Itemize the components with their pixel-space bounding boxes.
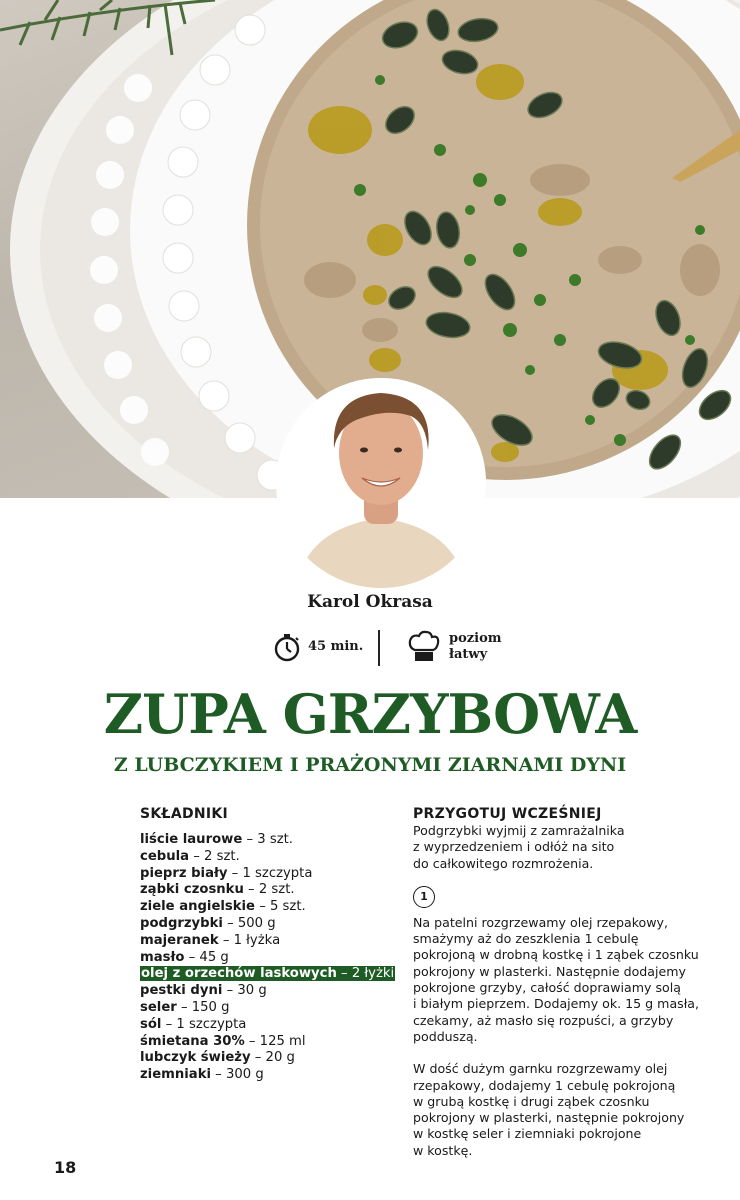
text-line: Na patelni rozgrzewamy olej rzepakowy, [413, 914, 669, 930]
ingredient-name: śmietana 30% [140, 1033, 245, 1049]
list-item [140, 849, 400, 866]
list-item [140, 1050, 400, 1067]
ingredient-qty: – 2 szt. [243, 882, 295, 898]
list-item [140, 899, 400, 916]
ingredient-name: ziemniaki [140, 1067, 211, 1083]
ingredient-qty: – 45 g [184, 949, 229, 965]
text-line: smażymy aż do zeszklenia 1 cebulę [413, 931, 639, 947]
ingredient-qty: – 300 g [210, 1067, 264, 1083]
ingredient-name: pestki dyni [140, 983, 223, 999]
text-line: w kostkę seler i ziemniaki pokrojone [413, 1126, 642, 1142]
list-item [140, 1000, 400, 1017]
recipe-subtitle: Z LUBCZYKIEM I PRAŻONYMI ZIARNAMI DYNI [113, 754, 627, 776]
difficulty-level [449, 631, 502, 663]
step1-paragraph-2 [413, 1061, 713, 1159]
text-line: W dość dużym garnku rozgrzewamy olej [413, 1061, 668, 1077]
preparation-section [413, 806, 713, 1159]
ingredient-name: lubczyk świeży [140, 1050, 251, 1066]
recipe-title: ZUPA GRZYBOWA [103, 682, 637, 746]
ingredient-qty: – 2 szt. [189, 848, 240, 864]
ingredient-name: liście laurowe [140, 832, 243, 847]
ingredient-qty: – 30 g [222, 983, 267, 999]
list-item [140, 1067, 400, 1084]
chef-name: Karol Okrasa [307, 592, 433, 612]
ingredients-list [140, 832, 400, 1084]
text-line: podduszą. [413, 1028, 478, 1044]
text-line: pokrojony w plasterki. Następnie dodajemy [413, 963, 686, 979]
list-item-highlighted [140, 966, 400, 983]
ingredient-qty: – 20 g [250, 1050, 295, 1066]
text-line: czekamy, aż masło się rozpuści, a grzyby [413, 1012, 674, 1028]
text-line: pokrojoną w drobną kostkę i 1 ząbek czosnku [413, 947, 699, 963]
ingredient-name: ziele angielskie [140, 899, 255, 915]
difficulty-label: poziom [449, 631, 502, 646]
list-item [140, 1017, 400, 1034]
step1-paragraph-1 [413, 915, 713, 1045]
list-item [140, 866, 400, 883]
text-line: i białym pieprzem. Dodajemy ok. 15 g masła, [413, 996, 700, 1012]
text-line: w grubą kostkę i drugi ząbek czosnku [413, 1093, 650, 1109]
ingredient-name: sól [140, 1016, 162, 1032]
prep-time: 45 min. [308, 639, 364, 654]
page-number: 18 [54, 1158, 77, 1177]
meta-divider [378, 630, 380, 666]
text-line: rzepakowy, dodajemy 1 cebulę pokrojoną [413, 1077, 676, 1093]
ingredient-name: masło [140, 949, 185, 965]
ingredient-name: pieprz biały [140, 865, 228, 881]
list-item [140, 832, 400, 849]
text-line: z wyprzedzeniem i odłóż na sito [413, 839, 615, 855]
text-line: pokrojone grzyby, całość doprawiamy solą [413, 980, 681, 996]
ingredient-qty: – 150 g [176, 999, 230, 1015]
list-item [140, 933, 400, 950]
list-item [140, 1034, 400, 1051]
ingredient-qty: – 125 ml [244, 1033, 306, 1049]
prep-ahead-text [413, 823, 713, 872]
list-item [140, 882, 400, 899]
ingredient-qty: – 3 szt. [242, 832, 293, 847]
ingredient-qty: – 2 łyżki [336, 966, 395, 982]
recipe-meta [0, 628, 740, 668]
ingredients-section [140, 806, 400, 1084]
chef-portrait [276, 378, 486, 588]
ingredient-qty: – 500 g [222, 915, 276, 931]
ingredient-name: olej z orzechów laskowych [141, 966, 337, 982]
ingredient-qty: – 1 szczypta [161, 1016, 247, 1032]
list-item [140, 916, 400, 933]
text-line: pokrojony w plasterki, następnie pokrojony [413, 1110, 685, 1126]
ingredient-name: ząbki czosnku [140, 882, 244, 898]
ingredients-heading: SKŁADNIKI [140, 806, 229, 822]
chef-avatar-illustration [276, 378, 486, 588]
step-number-badge: 1 [413, 886, 435, 908]
list-item [140, 983, 400, 1000]
ingredient-name: cebula [140, 848, 190, 864]
prep-ahead-heading: PRZYGOTUJ WCZEŚNIEJ [413, 806, 602, 822]
difficulty-value: łatwy [449, 647, 488, 662]
text-line: Podgrzybki wyjmij z zamrażalnika [413, 823, 625, 838]
chef-hat-icon [408, 630, 440, 664]
ingredient-name: seler [140, 999, 177, 1015]
ingredient-qty: – 5 szt. [255, 899, 306, 915]
ingredient-name: podgrzybki [140, 915, 223, 931]
ingredient-name: majeranek [140, 932, 219, 948]
highlight-box [140, 966, 395, 981]
ingredient-qty: – 1 łyżka [218, 932, 281, 948]
stopwatch-icon [272, 632, 302, 662]
list-item [140, 950, 400, 967]
text-line: do całkowitego rozmrożenia. [413, 855, 594, 871]
ingredient-qty: – 1 szczypta [227, 865, 313, 881]
text-line: w kostkę. [413, 1142, 473, 1158]
